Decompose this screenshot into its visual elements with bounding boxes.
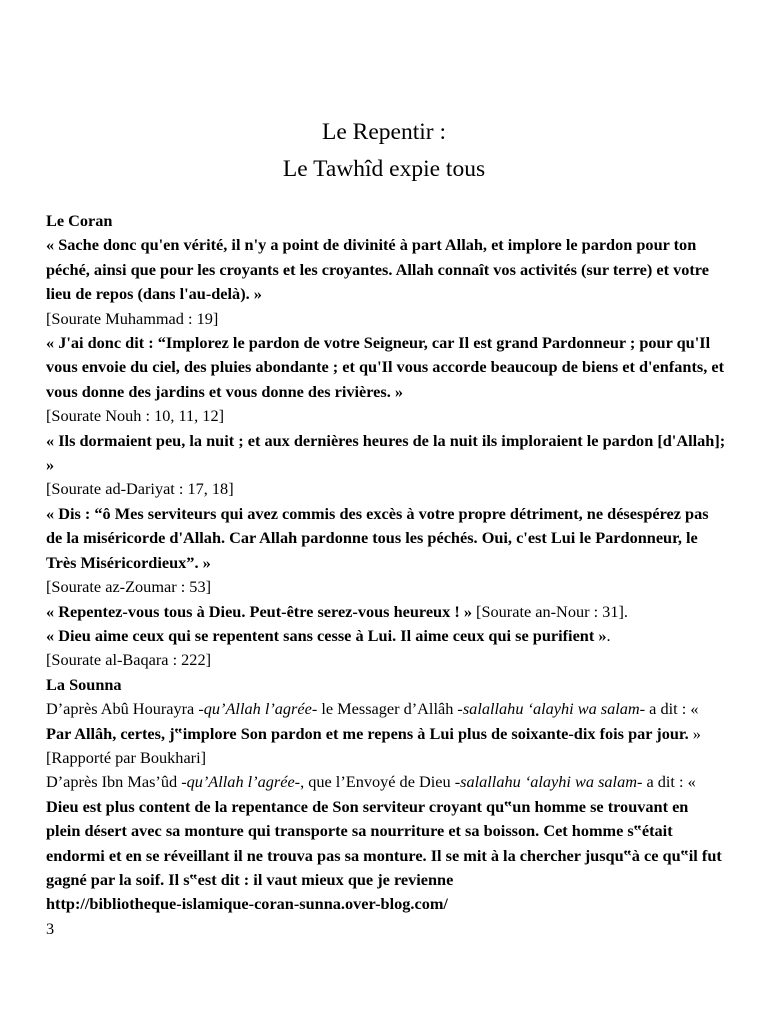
verse-reference: [Sourate Muhammad : 19] — [46, 308, 219, 328]
title-line-1: Le Repentir : — [322, 119, 446, 145]
quran-verse: « Dieu aime ceux qui se repentent sans cesse à Lui. Il aime ceux qui se purifient ». — [46, 625, 611, 645]
verse-reference: [Sourate an-Nour : 31]. — [476, 601, 628, 621]
footer-url[interactable]: http://bibliotheque-islamique-coran-sunna.over-blog.com/ — [46, 894, 448, 914]
page-number: 3 — [46, 918, 55, 938]
section-heading-sounna: La Sounna — [46, 674, 122, 694]
quran-verse: « Repentez-vous tous à Dieu. Peut-être serez-vous heureux ! » [Sourate an-Nour : 31]. — [46, 601, 628, 621]
page-title — [0, 114, 768, 188]
quran-verse: « Sache donc qu'en vérité, il n'y a point de divinité à part Allah, et implore le pardon pour ton péché, ainsi que pour les croyants et les croyantes. Allah connaît vos activités (sur terre) et votre lieu de repos (dans l'au-delà). » — [46, 235, 709, 304]
quran-verse: « Dis : “ô Mes serviteurs qui avez commis des excès à votre propre détriment, ne désespérez pas de la miséricorde d'Allah. Car Allah pardonne tous les péchés. Oui, c'est Lui le Pardonneur, le Très Miséricordieux”. » — [46, 503, 709, 572]
section-heading-coran: Le Coran — [46, 211, 113, 230]
verse-reference: [Sourate ad-Dariyat : 17, 18] — [46, 479, 234, 499]
hadith: D’après Abû Hourayra -qu’Allah l’agrée- le Messager d’Allâh -salallahu ‘alayhi wa salam- a dit : « Par Allâh, certes, j‟implore Son pardon et me repens à Lui plus de soixante-dix fois par jour. » [Rapporté par Boukhari] — [46, 699, 701, 767]
verse-reference: [Sourate az-Zoumar : 53] — [46, 577, 212, 597]
quran-verse: « J'ai donc dit : “Implorez le pardon de votre Seigneur, car Il est grand Pardonneur ; pour qu'Il vous envoie du ciel, des pluies abondante ; et qu'Il vous accorde beaucoup de biens et d'enfants, et vous donne des jardins et vous donne des rivières. » — [46, 333, 724, 401]
document-body — [46, 209, 726, 941]
hadith: D’après Ibn Mas’ûd -qu’Allah l’agrée-, que l’Envoyé de Dieu -salallahu ‘alayhi wa salam- a dit : « Dieu est plus content de la repentance de Son serviteur croyant qu‟un homme se trouvant en plein désert avec sa monture qui transporte sa nourriture et sa boisson. Cet homme s‟était endormi et en se réveillant il ne trouva pas sa monture. Il se mit à la chercher jusqu‟à ce qu‟il fut gagné par la soif. Il s‟est dit : il vaut mieux que je revienne — [46, 772, 722, 889]
verse-reference: [Sourate al-Baqara : 222] — [46, 650, 212, 670]
hadith-reference: [Rapporté par Boukhari] — [46, 747, 207, 767]
verse-reference: [Sourate Nouh : 10, 11, 12] — [46, 406, 225, 426]
quran-verse: « Ils dormaient peu, la nuit ; et aux dernières heures de la nuit ils imploraient le pardon [d'Allah]; » — [46, 430, 726, 475]
title-line-2: Le Tawhîd expie tous — [282, 156, 486, 182]
